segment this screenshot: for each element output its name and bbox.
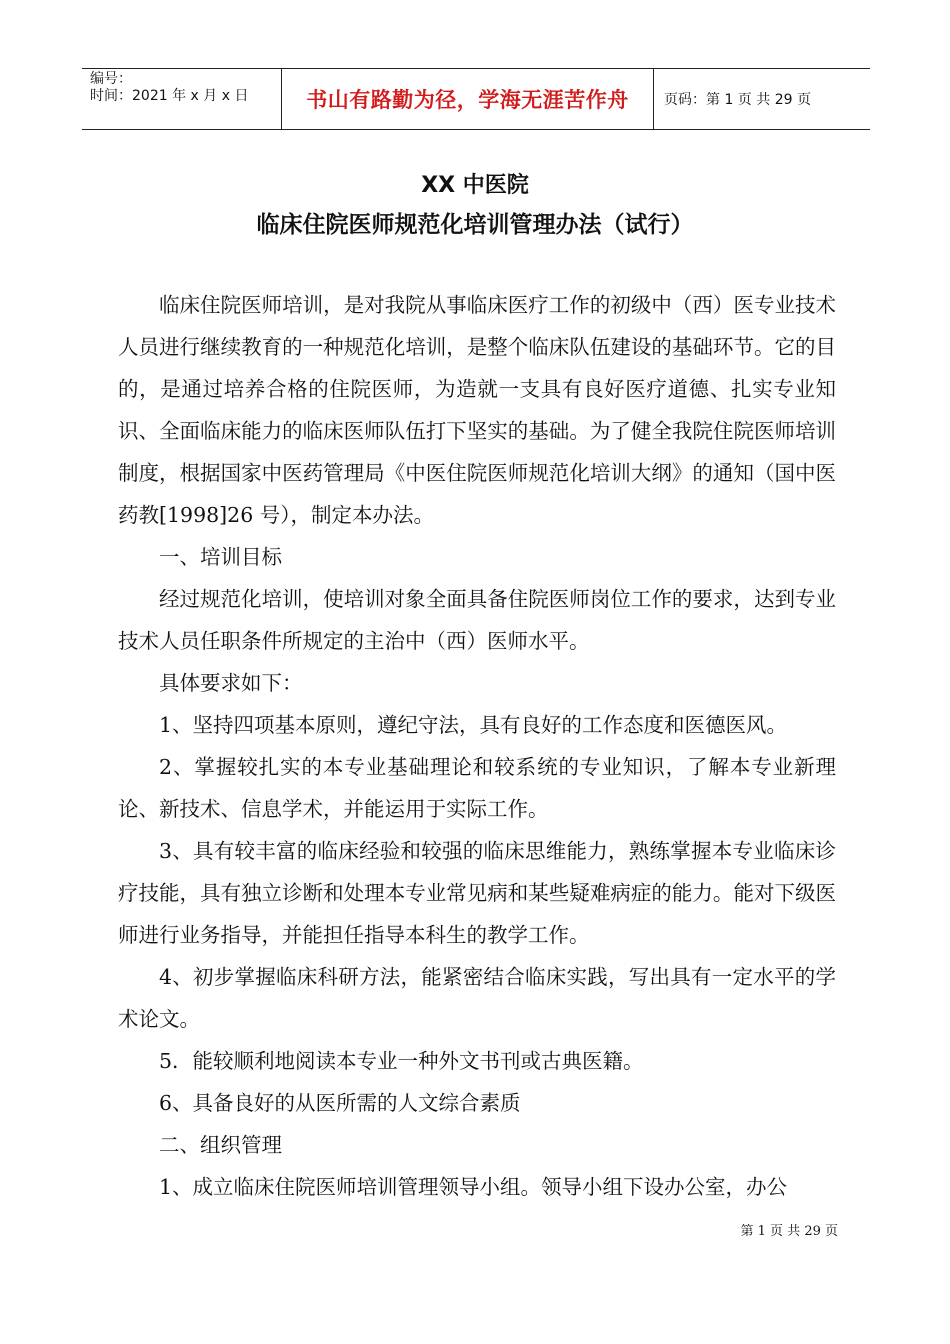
organization-item-1: 1、成立临床住院医师培训管理领导小组。领导小组下设办公室，办公 — [159, 1175, 788, 1199]
requirement-item-1: 1、坚持四项基本原则，遵纪守法，具有良好的工作态度和医德医风。 — [159, 713, 788, 737]
header-page-info: 页码：第 1 页 共 29 页 — [664, 92, 811, 108]
section-heading-goals: 一、培训目标 — [159, 545, 282, 569]
paragraph-requirements-intro: 具体要求如下： — [159, 671, 303, 695]
header-meta-cell — [82, 69, 282, 129]
paragraph-goals: 经过规范化培训，使培训对象全面具备住院医师岗位工作的要求，达到专业技术人员任职条件所规定的主治中（西）医师水平。 — [118, 587, 836, 653]
document-date: 时间：2021 年 x 月 x 日 — [90, 88, 249, 104]
header-motto: 书山有路勤为径，学海无涯苦作舟 — [282, 69, 654, 129]
document-title-hospital: XX 中医院 — [421, 173, 529, 198]
header-table — [82, 68, 870, 130]
requirement-item-2: 2、掌握较扎实的本专业基础理论和较系统的专业知识，了解本专业新理论、新技术、信息学术，并能运用于实际工作。 — [118, 755, 836, 821]
page-footer: 第 1 页 共 29 页 — [740, 1224, 838, 1239]
document-body — [118, 284, 836, 1208]
document-number: 编号： — [90, 71, 132, 87]
paragraph-intro: 临床住院医师培训，是对我院从事临床医疗工作的初级中（西）医专业技术人员进行继续教育的一种规范化培训，是整个临床队伍建设的基础环节。它的目的，是通过培养合格的住院医师，为造就一支具有良好医疗道德、扎实专业知识、全面临床能力的临床医师队伍打下坚实的基础。为了健全我院住院医师培训制度，根据国家中医药管理局《中医住院医师规范化培训大纲》的通知（国中医药教[1998]26 号），制定本办法。 — [118, 293, 836, 527]
requirement-item-4: 4、初步掌握临床科研方法，能紧密结合临床实践，写出具有一定水平的学术论文。 — [118, 965, 836, 1031]
requirement-item-5: 5．能较顺利地阅读本专业一种外文书刊或古典医籍。 — [159, 1049, 644, 1073]
section-heading-organization: 二、组织管理 — [159, 1133, 282, 1157]
requirement-item-3: 3、具有较丰富的临床经验和较强的临床思维能力，熟练掌握本专业临床诊疗技能，具有独立诊断和处理本专业常见病和某些疑难病症的能力。能对下级医师进行业务指导，并能担任指导本科生的教学工作。 — [118, 839, 836, 947]
requirement-item-6: 6、具备良好的从医所需的人文综合素质 — [159, 1091, 521, 1115]
document-title-main: 临床住院医师规范化培训管理办法（试行） — [256, 212, 694, 238]
